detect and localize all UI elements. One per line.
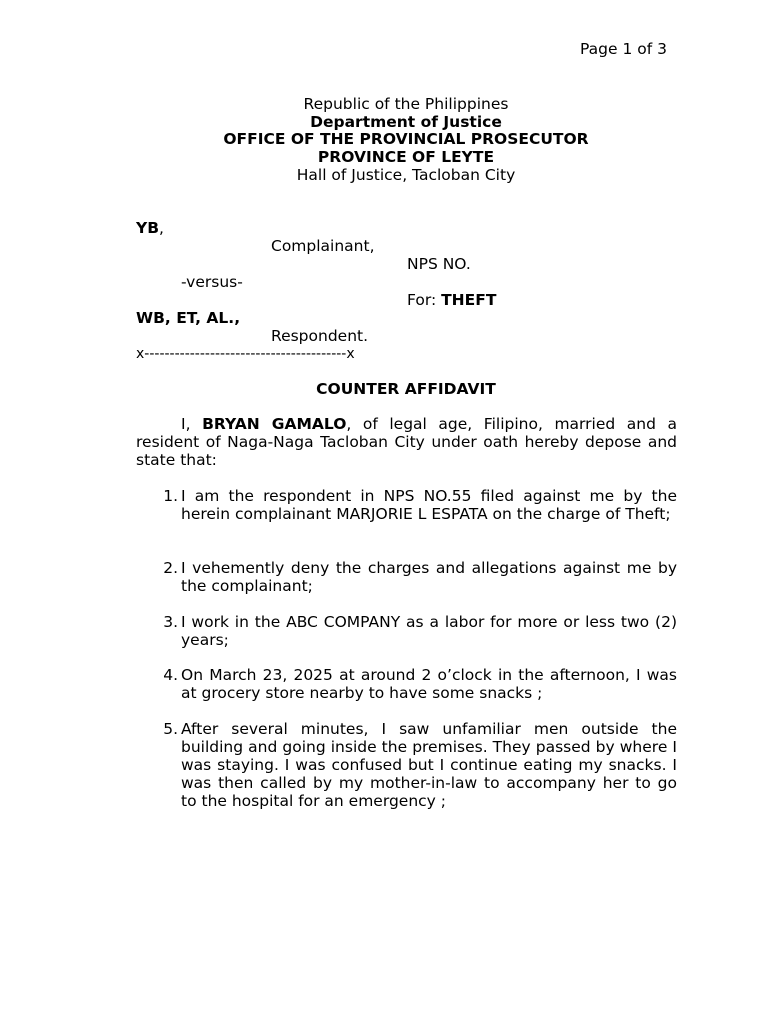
caption-separator: x----------------------------------------x [136, 346, 355, 362]
intro-paragraph [136, 415, 677, 469]
page-label: Page [580, 40, 623, 58]
affiant-name: BRYAN GAMALO [202, 415, 347, 433]
header-line-department: Department of Justice [310, 113, 502, 131]
intro-rest: , of legal age, Filipino, married and a resident of Naga-Naga Tacloban City under oath hereby depose and state that: [136, 415, 677, 469]
list-item: After several minutes, I saw unfamiliar men outside the building and going inside the premises. They passed by where I was staying. I was confused but I continue eating my snacks. I was then called by my mother-in-law to accompany her to go to the hospital for an emergency ; [181, 720, 677, 810]
list-item: On March 23, 2025 at around 2 o’clock in the afternoon, I was at grocery store nearby to have some snacks ; [181, 666, 677, 702]
complainant-name: YB [136, 219, 160, 237]
header-line-republic: Republic of the Philippines [303, 95, 509, 113]
item-number: 1. [163, 487, 178, 505]
header-line-office: OFFICE OF THE PROVINCIAL PROSECUTOR [223, 130, 589, 148]
item-number: 2. [163, 559, 178, 577]
for-charge-line [407, 291, 496, 309]
list-item: I vehemently deny the charges and allegations against me by the complainant; [181, 559, 677, 595]
list-item: I am the respondent in NPS NO.55 filed against me by the herein complainant MARJORIE L ESPATA on the charge of Theft; [181, 487, 677, 523]
page-current: 1 [622, 40, 633, 58]
respondent-label: Respondent. [271, 327, 369, 345]
respondent-name: WB, ET, AL., [136, 309, 241, 327]
page-number [580, 40, 667, 58]
header-line-province: PROVINCE OF LEYTE [317, 148, 495, 166]
item-number: 5. [163, 720, 178, 738]
for-label: For: [407, 291, 442, 309]
nps-number-label: NPS NO. [407, 255, 471, 273]
versus-label: -versus- [181, 273, 243, 291]
list-item: I work in the ABC COMPANY as a labor for more or less two (2) years; [181, 613, 677, 649]
complainant-name-line [136, 219, 164, 237]
item-number: 4. [163, 666, 178, 684]
page-total: 3 [657, 40, 667, 58]
complainant-label: Complainant, [271, 237, 375, 255]
document-title: COUNTER AFFIDAVIT [316, 380, 496, 398]
intro-prefix: I, [181, 415, 203, 433]
item-number: 3. [163, 613, 178, 631]
complainant-comma: , [159, 219, 164, 237]
charge-value: THEFT [441, 291, 497, 309]
page-of: of [632, 40, 658, 58]
header-line-hall: Hall of Justice, Tacloban City [296, 166, 516, 184]
